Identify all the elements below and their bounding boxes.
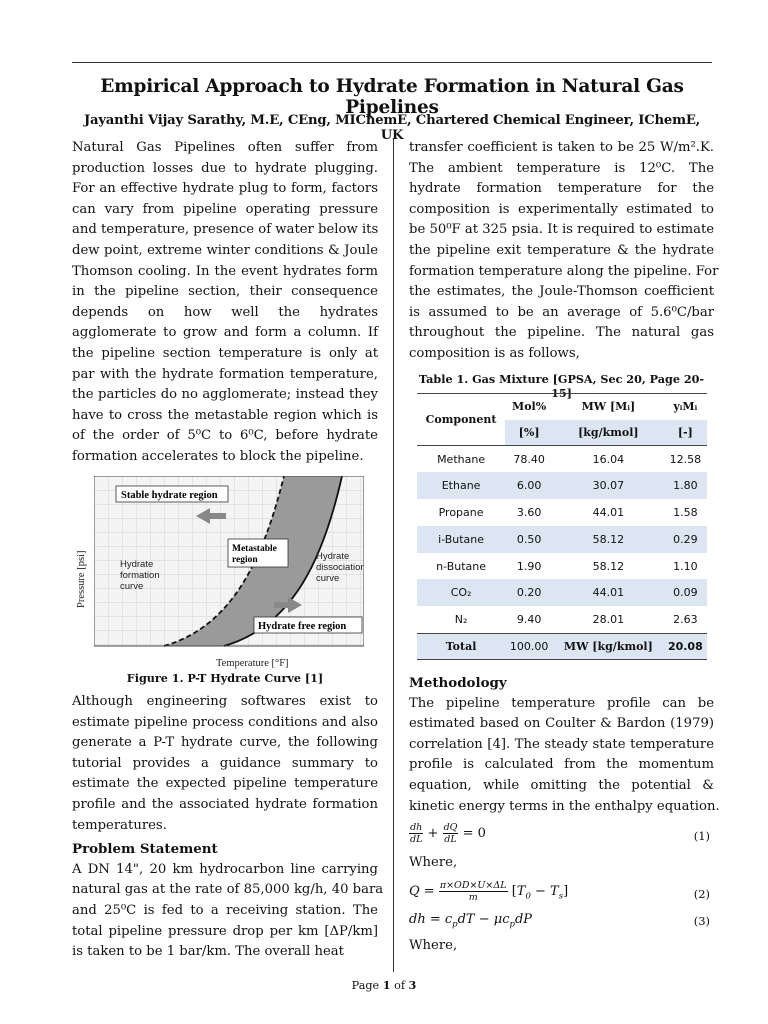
paper-authors: Jayanthi Vijay Sarathy, M.E, CEng, MIChemE, Chartered Chemical Engineer, IChemE, UK bbox=[83, 113, 701, 143]
cell-mol: 3.60 bbox=[516, 505, 542, 519]
intro-line: Thomson cooling. In the event hydrates form bbox=[72, 263, 378, 279]
cell-ym: 1.10 bbox=[673, 559, 698, 573]
table-row bbox=[417, 606, 707, 633]
problem-line: A DN 14", 20 km hydrocarbon line carrying bbox=[72, 861, 378, 877]
tools-line: tutorial provides a guidance summary to bbox=[72, 755, 378, 771]
cell-mol: 9.40 bbox=[516, 612, 542, 626]
methodology-line: correlation [4]. The steady state temperature bbox=[409, 736, 714, 752]
table-row bbox=[417, 553, 707, 580]
cell-component: n-Butane bbox=[436, 559, 487, 573]
eq-1-number: (1) bbox=[693, 829, 710, 843]
intro-right-line: transfer coefficient is taken to be 25 W/m².K. bbox=[409, 140, 714, 155]
equation-2: Q = $\frac{\pi\times OD\times U\times\Delta L}{m}$ $[T_0 - T_s]$ (2) bbox=[409, 880, 710, 903]
cell-mw: 44.01 bbox=[592, 505, 625, 519]
cell-mw: 28.01 bbox=[592, 612, 625, 626]
of-word: of bbox=[394, 979, 405, 992]
tools-line: generate a P-T hydrate curve, the following bbox=[72, 735, 378, 751]
methodology-line: profile is calculated from the momentum bbox=[409, 757, 714, 773]
metastable-label: Metastable region bbox=[232, 544, 277, 565]
gas-mixture-table bbox=[417, 393, 707, 660]
left-column bbox=[72, 138, 378, 468]
cell-mw: 16.04 bbox=[592, 452, 625, 466]
tools-line: estimate the expected pipeline temperature bbox=[72, 776, 378, 792]
eq-3-number: (3) bbox=[693, 914, 710, 928]
left-column-lower bbox=[72, 692, 384, 963]
cell-component: Methane bbox=[437, 452, 486, 466]
col-component: Component bbox=[417, 394, 505, 446]
page-number: 1 bbox=[382, 978, 391, 992]
pt-hydrate-chart bbox=[94, 476, 364, 672]
cell-ym: 0.09 bbox=[664, 579, 707, 606]
page-word: Page bbox=[351, 979, 380, 992]
total-value: 20.08 bbox=[664, 633, 707, 660]
intro-line: formation accelerates to block the pipeline. bbox=[72, 448, 364, 464]
pt-hydrate-figure bbox=[94, 476, 364, 672]
intro-line: and temperature, presence of water below its bbox=[72, 222, 379, 238]
intro-line: the particles do no agglomerate; instead they bbox=[72, 387, 378, 403]
table-row bbox=[417, 499, 707, 526]
cell-mw: 58.12 bbox=[592, 559, 625, 573]
equation-1: $\frac{dh}{dL}$ + $\frac{dQ}{dL}$ = 0 (1) bbox=[410, 822, 710, 845]
cell-ym: 1.58 bbox=[673, 505, 698, 519]
intro-line: agglomerate to grow and form a column. If bbox=[72, 325, 378, 341]
cell-component: N₂ bbox=[454, 612, 468, 626]
intro-right-line: be 50⁰F at 325 psia. It is required to estimate bbox=[409, 222, 715, 238]
page-footer bbox=[0, 978, 768, 992]
intro-line: dew point, extreme winter conditions & Joule bbox=[72, 242, 378, 258]
eq-2-number: (2) bbox=[693, 887, 710, 901]
where-1: Where, bbox=[409, 855, 458, 870]
intro-line: For an effective hydrate plug to form, factors bbox=[72, 181, 378, 197]
tools-line: profile and the associated hydrate formation bbox=[72, 796, 378, 812]
stable-region-label: Stable hydrate region bbox=[121, 490, 218, 501]
total-mol: 100.00 bbox=[505, 633, 553, 660]
cell-component: Propane bbox=[438, 505, 484, 519]
intro-right-paragraph bbox=[409, 138, 719, 365]
intro-right-line: formation temperature along the pipeline. For bbox=[409, 263, 719, 279]
cell-mol: 1.90 bbox=[516, 559, 542, 573]
intro-line: in the pipeline section, their consequence bbox=[72, 284, 378, 300]
intro-line: the pipeline section temperature is only at bbox=[72, 345, 378, 361]
intro-line: production losses due to hydrate plugging. bbox=[72, 160, 378, 176]
intro-line: depends on how well the hydrates bbox=[72, 304, 378, 320]
intro-line: can vary from pipeline operating pressure bbox=[72, 201, 378, 217]
problem-line: natural gas at the rate of 85,000 kg/h, 40 bara bbox=[72, 882, 384, 898]
right-column-lower bbox=[409, 673, 720, 817]
cell-component: CO₂ bbox=[417, 579, 505, 606]
figure-caption: Figure 1. P-T Hydrate Curve [1] bbox=[126, 671, 324, 685]
x-axis-label: Temperature [°F] bbox=[216, 658, 289, 669]
formation-curve-label: Hydrate formation curve bbox=[120, 559, 160, 592]
intro-line: Natural Gas Pipelines often suffer from bbox=[72, 140, 378, 155]
top-rule bbox=[72, 62, 712, 63]
right-column bbox=[409, 138, 719, 365]
page-total: 3 bbox=[408, 978, 417, 992]
col-mw: MW [Mᵢ] bbox=[581, 400, 636, 414]
methodology-line: kinetic energy terms in the enthalpy equation. bbox=[409, 798, 720, 814]
col-ym: yᵢMᵢ bbox=[673, 400, 698, 414]
unit-ym: [-] bbox=[664, 420, 707, 446]
intro-line: have to cross the metastable region which is bbox=[72, 407, 378, 423]
tools-line: temperatures. bbox=[72, 817, 167, 833]
tools-line: Although engineering softwares exist to bbox=[72, 694, 378, 709]
unit-mol: [%] bbox=[505, 420, 553, 446]
problem-paragraph bbox=[72, 860, 384, 963]
table-body bbox=[417, 446, 707, 634]
table-row bbox=[417, 579, 707, 606]
methodology-line: equation, while omitting the potential & bbox=[409, 777, 714, 793]
free-region-label: Hydrate free region bbox=[258, 621, 347, 632]
cell-mol: 78.40 bbox=[513, 452, 545, 466]
cell-ym: 2.63 bbox=[673, 612, 698, 626]
col-mol: Mol% bbox=[512, 400, 547, 414]
methodology-line: estimated based on Coulter & Bardon (1979) bbox=[409, 716, 714, 732]
cell-mol: 0.50 bbox=[505, 526, 553, 553]
cell-mw: 58.12 bbox=[553, 526, 664, 553]
intro-right-line: the pipeline exit temperature & the hydrate bbox=[409, 242, 714, 258]
cell-component: i-Butane bbox=[417, 526, 505, 553]
intro-right-line: throughout the pipeline. The natural gas bbox=[409, 325, 714, 341]
total-mw-label: MW [kg/kmol] bbox=[553, 633, 664, 660]
problem-line: is taken to be 1 bar/km. The overall heat bbox=[72, 944, 344, 960]
methodology-heading: Methodology bbox=[409, 675, 507, 691]
tools-paragraph bbox=[72, 692, 378, 836]
paper-title: Empirical Approach to Hydrate Formation in Natural Gas Pipelines bbox=[100, 76, 684, 118]
y-axis-label: Pressure [psi] bbox=[76, 550, 87, 608]
cell-ym: 0.29 bbox=[664, 526, 707, 553]
cell-mw: 30.07 bbox=[553, 472, 664, 499]
table-row bbox=[417, 526, 707, 553]
problem-line: and 25⁰C is fed to a receiving station. The bbox=[72, 902, 378, 918]
where-2: Where, bbox=[409, 938, 458, 953]
tools-line: estimate pipeline process conditions and also bbox=[72, 714, 378, 730]
table-caption: Table 1. Gas Mixture [GPSA, Sec 20, Page 20-15] bbox=[418, 372, 705, 400]
y-axis-label-wrap bbox=[72, 524, 88, 624]
intro-line: of the order of 5⁰C to 6⁰C, before hydrate bbox=[72, 428, 378, 444]
cell-ym: 12.58 bbox=[669, 452, 702, 466]
intro-right-line: is assumed to be an average of 5.6⁰C/bar bbox=[409, 304, 714, 320]
unit-mw: [kg/kmol] bbox=[553, 420, 664, 446]
table-row bbox=[417, 446, 707, 473]
table-total-row bbox=[417, 633, 707, 660]
cell-mol: 6.00 bbox=[505, 472, 553, 499]
cell-mw: 44.01 bbox=[553, 579, 664, 606]
cell-component: Ethane bbox=[417, 472, 505, 499]
cell-ym: 1.80 bbox=[664, 472, 707, 499]
problem-line: total pipeline pressure drop per km [ΔP/km] bbox=[72, 923, 378, 939]
intro-paragraph bbox=[72, 138, 378, 468]
intro-right-line: the estimates, the Joule-Thomson coefficient bbox=[409, 284, 714, 300]
intro-right-line: composition is as follows, bbox=[409, 345, 580, 361]
methodology-line: The pipeline temperature profile can be bbox=[409, 695, 714, 711]
equation-3: dh = $c_pdT - \mu c_pdP$ (3) bbox=[409, 912, 710, 930]
column-divider bbox=[393, 138, 394, 972]
intro-line: par with the hydrate formation temperature, bbox=[72, 366, 378, 382]
methodology-paragraph bbox=[409, 694, 720, 818]
problem-heading: Problem Statement bbox=[72, 841, 218, 858]
intro-right-line: The ambient temperature is 12⁰C. The bbox=[409, 160, 714, 176]
table-row bbox=[417, 472, 707, 499]
total-label: Total bbox=[417, 633, 505, 660]
intro-right-line: hydrate formation temperature for the bbox=[409, 181, 714, 197]
intro-right-line: composition is experimentally estimated to bbox=[409, 201, 714, 217]
dissociation-curve-label: Hydrate dissociation curve bbox=[316, 551, 364, 584]
cell-mol: 0.20 bbox=[505, 579, 553, 606]
